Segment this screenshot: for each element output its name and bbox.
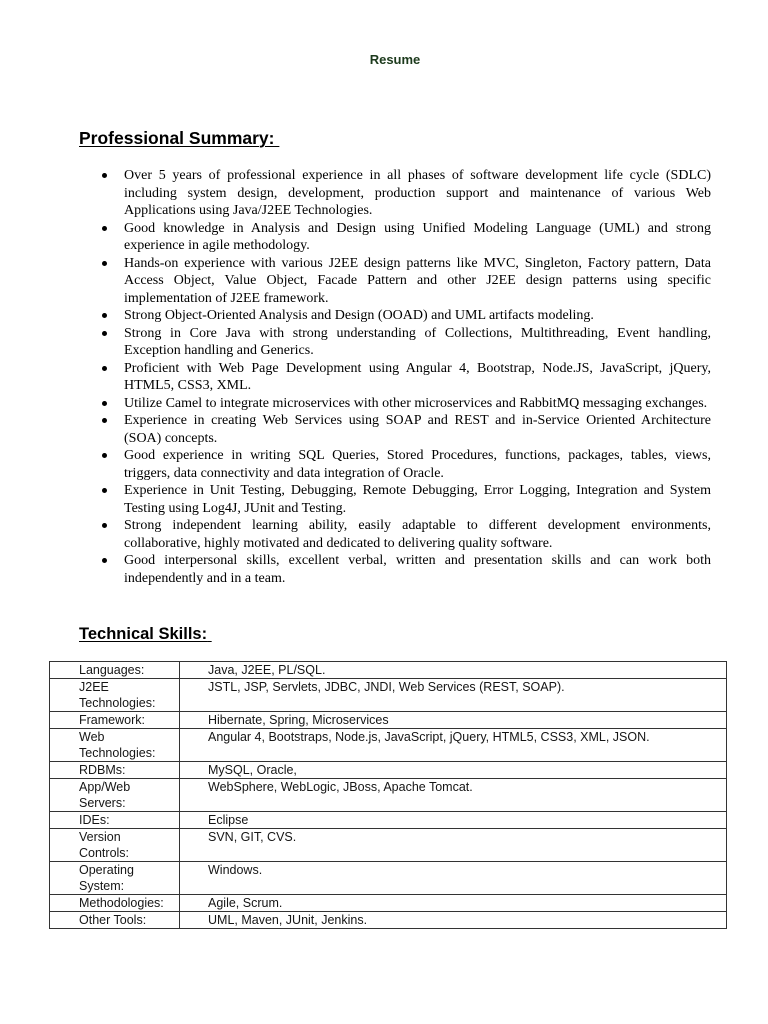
professional-summary-list — [79, 167, 711, 587]
skill-value: Hibernate, Spring, Microservices — [180, 712, 727, 729]
skill-category-cell — [50, 862, 180, 895]
skill-category-cell — [50, 829, 180, 862]
summary-item — [124, 307, 711, 325]
skill-category-cell — [50, 729, 180, 762]
skills-row — [50, 812, 727, 829]
skills-row — [50, 912, 727, 929]
skill-category-cell — [50, 762, 180, 779]
skill-category: IDEs: — [79, 813, 110, 827]
bullet-icon — [102, 453, 107, 458]
section-heading-professional-summary: Professional Summary: — [79, 128, 275, 148]
document-title: Resume — [369, 52, 421, 67]
skills-row — [50, 862, 727, 895]
summary-item-text: Good experience in writing SQL Queries, Stored Procedures, functions, packages, tables, views, triggers, data connectivity and data integration of Oracle. — [124, 448, 711, 481]
summary-item — [124, 395, 711, 413]
skill-category-cell — [50, 895, 180, 912]
technical-skills-table — [49, 661, 727, 929]
skill-value: SVN, GIT, CVS. — [180, 829, 727, 862]
skill-value: WebSphere, WebLogic, JBoss, Apache Tomcat. — [180, 779, 727, 812]
summary-item-text: Experience in Unit Testing, Debugging, Remote Debugging, Error Logging, Integration and System Testing using Log4J, JUnit and Testing. — [124, 483, 711, 516]
skills-row — [50, 712, 727, 729]
summary-item — [124, 167, 711, 220]
skill-category-cell — [50, 662, 180, 679]
skill-category: J2EE Technologies: — [79, 680, 156, 710]
skills-row — [50, 679, 727, 712]
bullet-icon — [102, 488, 107, 493]
bullet-icon — [102, 261, 107, 266]
bullet-icon — [102, 523, 107, 528]
bullet-icon — [102, 313, 107, 318]
summary-item-text: Strong in Core Java with strong understanding of Collections, Multithreading, Event handling, Exception handling and Generics. — [124, 325, 711, 358]
summary-item-text: Strong Object-Oriented Analysis and Design (OOAD) and UML artifacts modeling. — [124, 308, 594, 323]
bullet-icon — [102, 173, 107, 178]
skill-value: Java, J2EE, PL/SQL. — [180, 662, 727, 679]
skill-category: Web Technologies: — [79, 730, 156, 760]
bullet-icon — [102, 331, 107, 336]
skills-row — [50, 762, 727, 779]
summary-item-text: Hands-on experience with various J2EE design patterns like MVC, Singleton, Factory pattern, Data Access Object, Value Object, Facade Pattern and other J2EE design patterns using specific implementation of J2EE framework. — [124, 255, 711, 306]
summary-item-text: Good knowledge in Analysis and Design using Unified Modeling Language (UML) and strong experience in agile methodology. — [124, 220, 711, 253]
skill-category: RDBMs: — [79, 763, 126, 777]
skills-row — [50, 829, 727, 862]
skills-row — [50, 779, 727, 812]
skill-category-cell — [50, 812, 180, 829]
skill-value: Angular 4, Bootstraps, Node.js, JavaScript, jQuery, HTML5, CSS3, XML, JSON. — [180, 729, 727, 762]
summary-item — [124, 412, 711, 447]
summary-item — [124, 360, 711, 395]
skills-row — [50, 662, 727, 679]
bullet-icon — [102, 418, 107, 423]
summary-item — [124, 325, 711, 360]
summary-item — [124, 482, 711, 517]
skill-value: Windows. — [180, 862, 727, 895]
summary-item — [124, 220, 711, 255]
skill-category: App/Web Servers: — [79, 780, 131, 810]
skill-value: Eclipse — [180, 812, 727, 829]
skill-category: Version Controls: — [79, 830, 130, 860]
summary-item-text: Proficient with Web Page Development using Angular 4, Bootstrap, Node.JS, JavaScript, jQuery, HTML5, CSS3, XML. — [124, 360, 711, 393]
skill-category-cell — [50, 912, 180, 929]
bullet-icon — [102, 366, 107, 371]
page-content — [79, 0, 711, 929]
skill-value: UML, Maven, JUnit, Jenkins. — [180, 912, 727, 929]
skill-category: Methodologies: — [79, 896, 164, 910]
skill-category-cell — [50, 679, 180, 712]
skills-row — [50, 729, 727, 762]
bullet-icon — [102, 401, 107, 406]
summary-item-text: Utilize Camel to integrate microservices with other microservices and RabbitMQ messaging exchanges. — [124, 395, 708, 411]
skill-category-cell — [50, 712, 180, 729]
skill-category: Other Tools: — [79, 913, 147, 927]
section-heading-technical-skills: Technical Skills: — [79, 625, 208, 643]
skill-category: Framework: — [79, 713, 145, 727]
summary-item-text: Strong independent learning ability, easily adaptable to different development environments, collaborative, highly motivated and dedicated to delivering quality software. — [124, 518, 711, 551]
summary-item-text: Good interpersonal skills, excellent verbal, written and presentation skills and can work both independently and in a team. — [124, 553, 711, 586]
summary-item-text: Experience in creating Web Services using SOAP and REST and in-Service Oriented Architecture (SOA) concepts. — [124, 413, 711, 446]
summary-item — [124, 255, 711, 308]
skill-category: Languages: — [79, 663, 145, 677]
summary-item-text: Over 5 years of professional experience in all phases of software development life cycle (SDLC) including system design, development, production support and maintenance of various Web Applications using Java/J2EE Technologies. — [124, 168, 711, 218]
summary-item — [124, 517, 711, 552]
skill-value: MySQL, Oracle, — [180, 762, 727, 779]
bullet-icon — [102, 558, 107, 563]
skill-value: Agile, Scrum. — [180, 895, 727, 912]
skill-category-cell — [50, 779, 180, 812]
summary-item — [124, 447, 711, 482]
summary-item — [124, 552, 711, 587]
bullet-icon — [102, 226, 107, 231]
skill-value: JSTL, JSP, Servlets, JDBC, JNDI, Web Services (REST, SOAP). — [180, 679, 727, 712]
skills-row — [50, 895, 727, 912]
skill-category: Operating System: — [79, 863, 134, 893]
